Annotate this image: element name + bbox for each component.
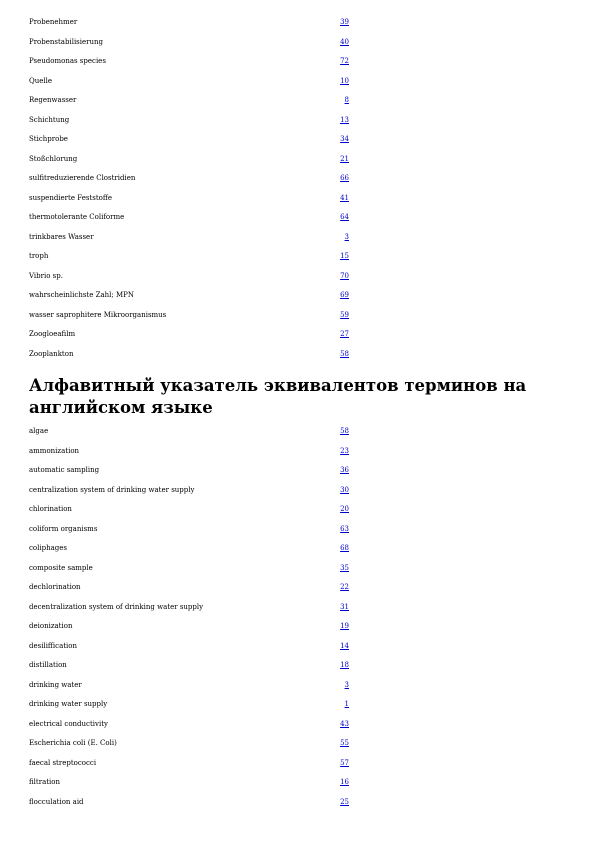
page-link[interactable]: 66 [340, 174, 349, 182]
index-term: flocculation aid [29, 797, 84, 806]
index-row [29, 696, 349, 716]
page-link[interactable]: 59 [340, 310, 349, 319]
index-term: sulfitreduzierende Clostridien [29, 174, 136, 182]
page-link[interactable]: 72 [340, 57, 349, 65]
index-row [29, 170, 349, 190]
index-term: drinking water [29, 680, 82, 689]
index-term: Escherichia coli (E. Coli) [29, 739, 117, 747]
page-link[interactable]: 19 [340, 622, 349, 630]
index-row [29, 716, 349, 736]
page-link[interactable]: 23 [340, 446, 349, 455]
page-link[interactable]: 58 [340, 349, 349, 358]
page-link[interactable]: 40 [340, 37, 349, 46]
german-term-index [29, 14, 349, 365]
index-row [29, 229, 349, 249]
page-link[interactable]: 22 [340, 583, 349, 591]
index-row [29, 34, 349, 54]
index-row [29, 268, 349, 288]
page-link[interactable]: 58 [340, 427, 349, 435]
page-link[interactable]: 3 [344, 680, 349, 689]
index-term: wahrscheinlichste Zahl; MPN [29, 291, 134, 299]
index-row [29, 53, 349, 73]
index-row [29, 521, 349, 541]
page-link[interactable]: 13 [340, 115, 349, 124]
index-term: dechlorination [29, 583, 81, 591]
page-link[interactable]: 43 [340, 719, 349, 728]
index-row [29, 209, 349, 229]
index-term: Vibrio sp. [29, 271, 63, 280]
index-term: filtration [29, 778, 61, 786]
index-term: desiliffication [29, 641, 78, 650]
index-row [29, 540, 349, 560]
index-term: drinking water supply [29, 700, 108, 708]
page-link[interactable]: 16 [340, 778, 349, 786]
index-term: Probenehmer [29, 18, 78, 26]
page-link[interactable]: 55 [340, 739, 349, 747]
index-row [29, 92, 349, 112]
index-row [29, 638, 349, 658]
index-row [29, 501, 349, 521]
index-row [29, 599, 349, 619]
index-term: automatic sampling [29, 466, 100, 474]
index-term: Stoßchlorung [29, 154, 78, 163]
index-row [29, 248, 349, 268]
index-row [29, 774, 349, 794]
page-link[interactable]: 10 [340, 76, 349, 85]
index-row [29, 131, 349, 151]
index-row [29, 579, 349, 599]
english-term-index [29, 423, 349, 813]
index-row [29, 307, 349, 327]
page-link[interactable]: 57 [340, 758, 349, 767]
index-term: coliphages [29, 544, 67, 552]
index-term: decentralization system of drinking water supply [29, 602, 204, 611]
page-link[interactable]: 20 [340, 505, 349, 513]
index-term: electrical conductivity [29, 719, 108, 728]
page-link[interactable]: 1 [344, 700, 349, 708]
page-link[interactable]: 30 [340, 485, 349, 494]
index-row [29, 794, 349, 814]
index-term: deionization [29, 622, 73, 630]
index-row [29, 423, 349, 443]
index-term: Zoogloeafilm [29, 330, 76, 338]
index-term: coliform organisms [29, 524, 98, 533]
page-link[interactable]: 64 [340, 213, 349, 221]
index-row [29, 190, 349, 210]
index-row [29, 346, 349, 366]
index-term: Schichtung [29, 115, 70, 124]
index-term: Regenwasser [29, 96, 77, 104]
page-link[interactable]: 39 [340, 18, 349, 26]
index-term: suspendierte Feststoffe [29, 193, 112, 202]
index-row [29, 112, 349, 132]
index-term: chlorination [29, 505, 72, 513]
index-row [29, 755, 349, 775]
index-row [29, 287, 349, 307]
index-term: Stichprobe [29, 135, 68, 143]
page-link[interactable]: 8 [344, 96, 349, 104]
index-term: Pseudomonas species [29, 57, 106, 65]
index-row [29, 462, 349, 482]
section-heading: Алфавитный указатель эквивалентов терминов на английском языке [29, 376, 527, 417]
page-link[interactable]: 15 [340, 252, 349, 260]
index-row [29, 443, 349, 463]
index-term: algae [29, 427, 49, 435]
page-link[interactable]: 27 [340, 330, 349, 338]
index-row [29, 657, 349, 677]
index-term: distillation [29, 661, 67, 669]
index-row [29, 14, 349, 34]
index-row [29, 482, 349, 502]
index-term: Probenstabilisierung [29, 37, 103, 46]
index-term: ammonization [29, 446, 80, 455]
page-link[interactable]: 34 [340, 135, 349, 143]
page-link[interactable]: 41 [340, 193, 349, 202]
page-link[interactable]: 31 [340, 602, 349, 611]
page-link[interactable]: 63 [340, 524, 349, 533]
page-link[interactable]: 36 [340, 466, 349, 474]
page-link[interactable]: 69 [340, 291, 349, 299]
index-row [29, 735, 349, 755]
page-link[interactable]: 70 [340, 271, 349, 280]
index-row [29, 326, 349, 346]
index-term: composite sample [29, 563, 93, 572]
index-term: Quelle [29, 76, 53, 85]
page-link[interactable]: 18 [340, 661, 349, 669]
index-row [29, 677, 349, 697]
page-link[interactable]: 14 [340, 641, 349, 650]
index-row [29, 618, 349, 638]
index-term: faecal streptococci [29, 758, 97, 767]
index-term: troph [29, 252, 49, 260]
index-row [29, 560, 349, 580]
page-link[interactable]: 68 [340, 544, 349, 552]
page-link[interactable]: 21 [340, 154, 349, 163]
page-link[interactable]: 35 [340, 563, 349, 572]
index-row [29, 151, 349, 171]
page-link[interactable]: 3 [344, 232, 349, 241]
index-term: wasser saprophitere Mikroorganismus [29, 310, 167, 319]
page-link[interactable]: 25 [340, 797, 349, 806]
index-term: centralization system of drinking water supply [29, 485, 195, 494]
index-row [29, 73, 349, 93]
index-term: trinkbares Wasser [29, 232, 94, 241]
index-term: thermotolerante Coliforme [29, 213, 125, 221]
index-term: Zooplankton [29, 349, 74, 358]
